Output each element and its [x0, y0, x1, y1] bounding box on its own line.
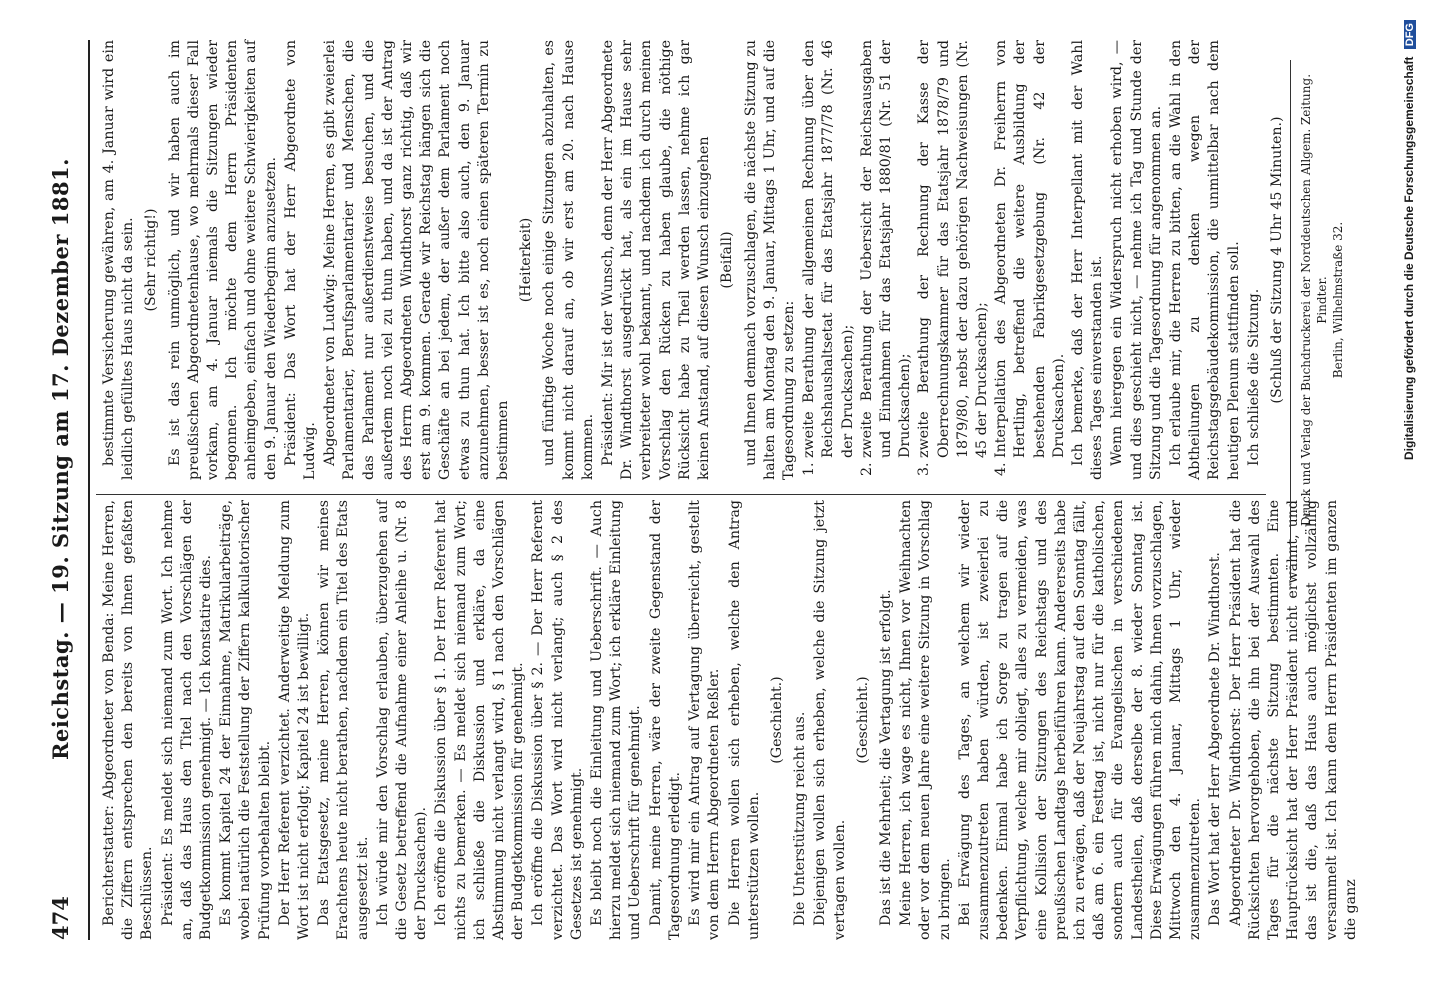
imprint-line-1: Druck und Verlag der Buchdruckerei der Norddeutschen Allgem. Zeitung. Pindter.: [1299, 73, 1329, 527]
header-rule: [88, 40, 90, 940]
page-header: [48, 40, 88, 940]
column-divider: [96, 494, 1266, 495]
paragraph: Wenn hiergegen ein Widerspruch nicht erhoben wird, — und dies geschieht nicht, — nehme ich Tag und Stunde der Sitzung und die Tagesordnung für angenommen an.: [1109, 40, 1164, 480]
paragraph: Diejenigen wollen sich erheben, welche die Sitzung jetzt vertagen wollen.: [812, 500, 848, 940]
imprint-line-2: Berlin, Wilhelmstraße 32.: [1331, 221, 1345, 379]
paragraph: Ich eröffne die Diskussion über § 1. Der Herr Referent hat nichts zu bemerken. — Es meldet sich niemand zum Wort; ich schließe die Diskussion und erkläre, da eine Abstimmung nicht verlangt wird, § 1 nach den Vorschlägen der Budgetkommission für genehmigt.: [433, 500, 527, 940]
stage-direction: (Geschieht.): [854, 676, 871, 764]
digitization-text: Digitalisierung gefördert durch die Deutsche Forschungsgemeinschaft: [1402, 56, 1416, 460]
paragraph: Abgeordneter von Ludwig: Meine Herren, es gibt zweierlei Parlamentarier, Berufsparlamentarier und Menschen, die das Parlament nur außerdienstweise besuchen, und die außerdem noch viel zu thun haben, und da ist der Antrag des Herrn Abgeordneten Windthorst ganz richtig, daß wir erst am 9. kommen. Gerade wir Reichstag hängen sich die Geschäfte an bei jedem, der außer dem Parlament noch etwas zu thun hat. Ich bitte also auch, den 9. Januar anzunehmen, besser ist es, noch einen späteren Termin zu bestimmen: [322, 40, 512, 480]
paragraph: und fünftige Woche noch einige Sitzungen abzuhalten, es kommt nicht darauf an, ob wir erst am 20. nach Hause kommen.: [541, 40, 596, 480]
agenda-item: 3. zweite Berathung der Rechnung der Kasse der Oberrechnungskammer für das Etatsjahr 1878/79 und 1879/80, nebst der dazu gehörigen Nachweisungen (Nr. 45 der Drucksachen);: [915, 40, 992, 458]
stage-direction: (Geschieht.): [768, 676, 785, 764]
paragraph: Der Herr Referent verzichtet. Anderweitige Meldung zum Wort ist nicht erfolgt; Kapitel 24 ist bewilligt.: [276, 500, 313, 940]
paragraph: Präsident: Es meldet sich niemand zum Wort. Ich nehme an, daß das Haus den Titel nach den Vorschlägen der Budgetkommission genehmigt. — Ich konstatire dies.: [159, 500, 215, 940]
paragraph: Das Wort hat der Herr Abgeordnete Dr. Windthorst.: [1207, 552, 1224, 926]
agenda-list: [800, 40, 1069, 480]
paragraph: Das Etatsgesetz, meine Herren, können wir meines Erachtens heute nicht berathen, nachdem ein Titel des Etats ausgesetzt ist.: [316, 500, 371, 940]
stage-direction: (Beifall): [719, 231, 736, 289]
paragraph: Ich erlaube mir, die Herren zu bitten, an die Wahl in den Abtheilungen zu denken wegen der Reichstagsgebäudekommission, die unmittelbar nach dem heutigen Plenum stattfinden soll.: [1167, 40, 1242, 480]
paragraph: Ich bemerke, daß der Herr Interpellant mit der Wahl dieses Tages einverstanden ist.: [1069, 40, 1106, 480]
paragraph: Meine Herren, ich wage es nicht, Ihnen vor Weihnachten oder vor dem neuen Jahre eine weitere Sitzung in Vorschlag zu bringen.: [898, 500, 953, 940]
paragraph: Es wird mir ein Antrag auf Vertagung überreicht, gestellt von dem Herrn Abgeordneten Reßler.: [687, 500, 723, 940]
paragraph: Berichterstatter: Abgeordneter von Benda: Meine Herren, die Ziffern entsprechen den bereits von Ihnen gefaßten Beschlüssen.: [101, 500, 156, 940]
agenda-item: 2. zweite Berathung der Uebersicht der Reichsausgaben und Einnahmen für das Etatsjahr 1880/81 (Nr. 51 der Drucksachen);: [858, 40, 916, 458]
digitization-note: [1402, 20, 1416, 980]
paragraph: Es kommt Kapitel 24 der Einnahme, Matrikularbeiträge, wobei natürlich die Feststellung der Ziffern kalkulatorischer Prüfung vorbehalten bleibt.: [218, 500, 273, 940]
imprint-rule: [1290, 60, 1291, 580]
stage-direction: (Schluß der Sitzung 4 Uhr 45 Minuten.): [1268, 116, 1285, 404]
paragraph: Damit, meine Herren, wäre der zweite Gegenstand der Tagesordnung erledigt.: [647, 500, 683, 940]
page-number: 474: [48, 896, 73, 940]
running-head: Reichstag. — 19. Sitzung am 17. Dezember 1881.: [48, 158, 73, 760]
paragraph: Bei Erwägung des Tages, an welchem wir wieder zusammenzutreten haben würden, ist zweierlei zu bedenken. Einmal habe ich Sorge zu tragen auf die Verpflichtung, welche mir obliegt, alles zu vermeiden, was eine Kollision der Sitzungen des Reichstags und des preußischen Landtags herbeiführen kann. Andererseits habe ich zu erwägen, daß der Neujahrstag auf den Sonntag fällt, daß am 6. ein Festtag ist, nicht nur für die katholischen, sondern auch für die Evangelischen in verschiedenen Landestheilen, daß derselbe der 8. wieder Sonntag ist. Diese Erwägungen führen mich dahin, Ihnen vorzuschlagen, Mittwoch den 4. Januar, Mittags 1 Uhr, wieder zusammenzutreten.: [956, 500, 1204, 940]
left-column: [100, 500, 1362, 940]
paragraph: Das ist die Mehrheit; die Vertagung ist erfolgt.: [877, 589, 894, 926]
paragraph: Es bleibt noch die Einleitung und Ueberschrift. — Auch hierzu meldet sich niemand zum Wort; ich erkläre Einleitung und Ueberschrift für genehmigt.: [589, 500, 644, 940]
paragraph: bestimmte Versicherung gewähren, am 4. Januar wird ein leidlich gefülltes Haus nicht da sein.: [101, 40, 137, 480]
paragraph: Präsident: Das Wort hat der Herr Abgeordnete von Ludwig.: [282, 40, 319, 480]
paragraph: Ich würde mir den Vorschlag erlauben, überzugehen auf die Gesetz betreffend die Aufnahme einer Anleihe u. (Nr. 8 der Drucksachen).: [374, 500, 430, 940]
stage-direction: (Heiterkeit): [518, 217, 535, 303]
dfg-logo: DFG: [1404, 20, 1416, 49]
printer-imprint: [1298, 60, 1346, 540]
paragraph: Ich schließe die Sitzung.: [1245, 288, 1262, 466]
paragraph: und Ihnen demnach vorzuschlagen, die nächste Sitzung zu halten am Montag den 9. Januar, Mittags 1 Uhr, und auf die Tagesordnung zu setzen:: [742, 40, 797, 480]
agenda-item: 1. zweite Berathung der allgemeinen Rechnung über den Reichshaushaltsetat für das Etatsjahr 1877/78 (Nr. 46 der Drucksachen);: [800, 40, 858, 458]
paragraph: Die Herren wollen sich erheben, welche den Antrag unterstützen wollen.: [726, 500, 762, 940]
paragraph: Es ist das rein unmöglich, und wir haben auch im preußischen Abgeordnetenhause, wo mehrmals dieser Fall vorkam, am 4. Januar niemals die Sitzungen wieder begonnen. Ich möchte dem Herrn Präsidenten anheimgeben, einfach und ohne weitere Schwierigkeiten auf den 9. Januar den Wiederbeginn anzusetzen.: [166, 40, 279, 480]
paragraph: Präsident: Mir ist der Wunsch, denn der Herr Abgeordnete Dr. Windthorst ausgedrückt hat, als ein im Hause sehr verbreiteter wohl bekannt, und nachdem ich durch meinen Vorschlag den Rücken zu haben glaube, die nöthige Rücksicht habe zu Theil werden lassen, nehme ich gar keinen Anstand, auf diesen Wunsch einzugehen: [600, 40, 713, 480]
paragraph: Ich eröffne die Diskussion über § 2. — Der Herr Referent verzichtet. Das Wort wird nicht verlangt; auch § 2 des Gesetzes ist genehmigt.: [530, 500, 585, 940]
agenda-item: 4. Interpellation des Abgeordneten Dr. Freiherrn von Hertling, betreffend die weitere Ausbildung der bestehenden Fabrikgesetzgebung (Nr. 42 der Drucksachen).: [992, 40, 1069, 458]
paragraph: Abgeordneter Dr. Windthorst: Der Herr Präsident hat die Rücksichten hervorgehoben, die ihn bei der Auswahl des Tages für die nächste Sitzung bestimmten. Eine Hauptrücksicht hat der Herr Präsident nicht erwähnt, und das ist die, daß das Haus auch möglichst vollzählig versammelt ist. Ich kann dem Herrn Präsidenten im ganzen die ganz: [1227, 500, 1359, 940]
stage-direction: (Sehr richtig!): [143, 208, 160, 312]
right-column: [100, 40, 1291, 480]
paragraph: Die Unterstützung reicht aus.: [792, 711, 809, 926]
